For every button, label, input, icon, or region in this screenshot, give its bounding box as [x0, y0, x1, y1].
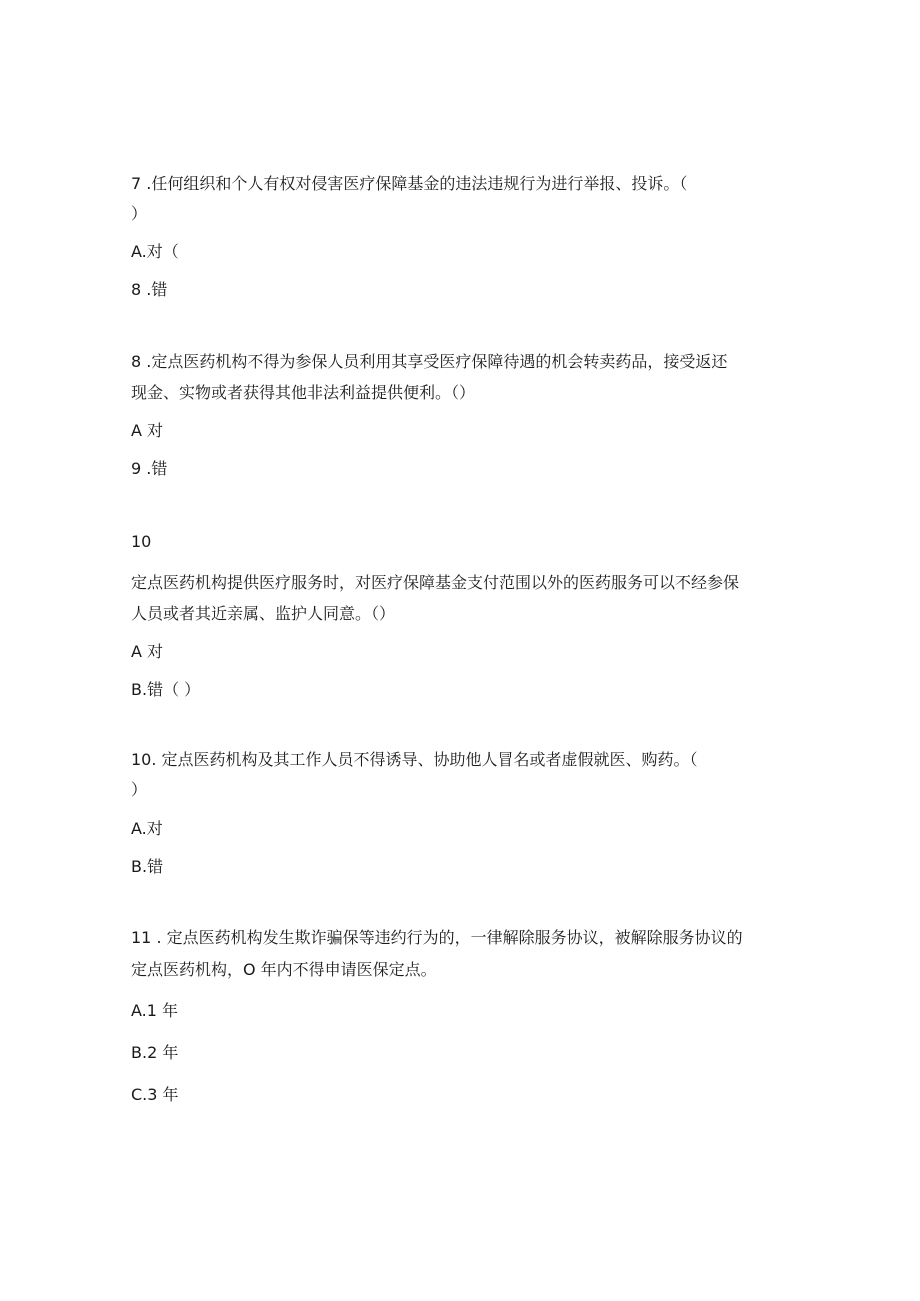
q11-option-c: C.3 年: [131, 1085, 179, 1104]
q7-stem: 7 .任何组织和个人有权对侵害医疗保障基金的违法违规行为进行举报、投诉。（: [131, 174, 688, 193]
q8-stem-line2: 现金、实物或者获得其他非法利益提供便利。（）: [131, 383, 476, 402]
q10-stem-close: ）: [131, 780, 148, 799]
q7-stem-close: ）: [131, 204, 148, 223]
q7-option-a: A.对（: [131, 242, 179, 261]
q7-option-b: 8 .错: [131, 280, 168, 299]
q11-option-b: B.2 年: [131, 1043, 179, 1062]
q10-option-b: B.错: [131, 857, 164, 876]
q8-option-a: A 对: [131, 421, 164, 440]
q9-option-a: A 对: [131, 642, 164, 661]
q11-stem-line1: 11 . 定点医药机构发生欺诈骗保等违约行为的，一律解除服务协议，被解除服务协议的: [131, 928, 743, 947]
q11-option-a: A.1 年: [131, 1001, 179, 1020]
q9-number: 10: [131, 532, 152, 551]
q8-stem-line1: 8 .定点医药机构不得为参保人员利用其享受医疗保障待遇的机会转卖药品，接受返还: [131, 352, 728, 371]
q9-stem-line1: 定点医药机构提供医疗服务时，对医疗保障基金支付范围以外的医药服务可以不经参保: [131, 573, 740, 592]
q9-stem-line2: 人员或者其近亲属、监护人同意。（）: [131, 604, 396, 623]
q9-option-b: B.错（ ）: [131, 680, 201, 699]
q8-option-b: 9 .错: [131, 459, 168, 478]
q10-option-a: A.对: [131, 819, 163, 838]
q10-stem: 10. 定点医药机构及其工作人员不得诱导、协助他人冒名或者虚假就医、购药。（: [131, 750, 698, 769]
q11-stem-line2: 定点医药机构，O 年内不得申请医保定点。: [131, 960, 437, 979]
